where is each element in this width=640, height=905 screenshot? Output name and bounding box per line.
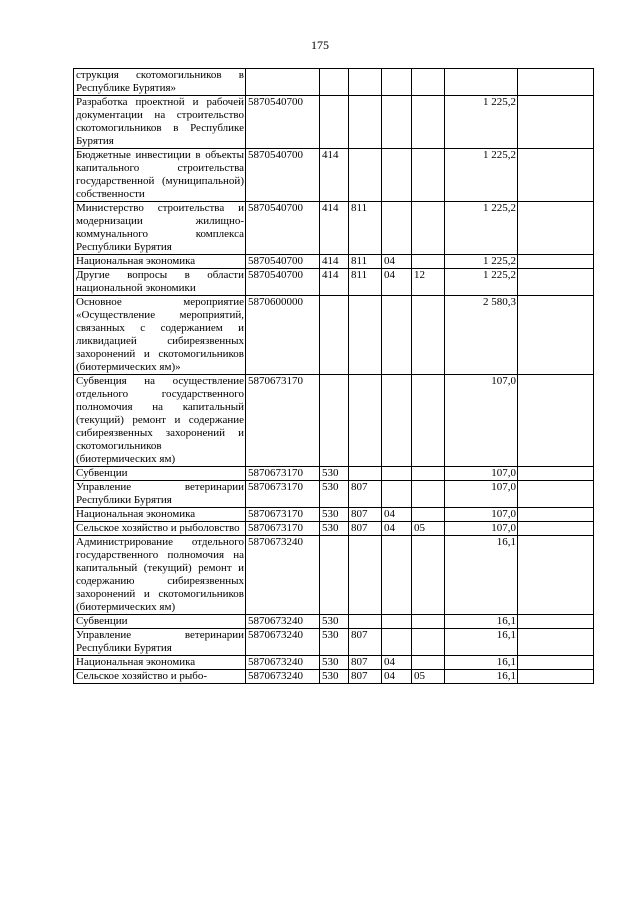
target-article-cell: 5870673240 [246,629,320,656]
amount-cell: 107,0 [445,375,518,467]
budget-table-body [74,69,594,684]
ministry-code-cell [349,467,382,481]
target-article-cell: 5870540700 [246,255,320,269]
amount-cell: 107,0 [445,467,518,481]
extra-cell [518,255,594,269]
subsection-cell [412,467,445,481]
subsection-cell [412,481,445,508]
item-name-cell: Субвенции [74,467,246,481]
expense-type-cell: 530 [320,656,349,670]
subsection-cell [412,202,445,255]
target-article-cell: 5870673240 [246,536,320,615]
section-cell [382,481,412,508]
expense-type-cell: 414 [320,202,349,255]
table-row [74,202,594,255]
item-name-cell: Министерство строительства и модернизации жилищно-коммунального комплекса Республики Бурятия [74,202,246,255]
item-name-cell: Национальная экономика [74,656,246,670]
target-article-cell: 5870673240 [246,656,320,670]
expense-type-cell: 530 [320,522,349,536]
subsection-cell: 05 [412,522,445,536]
subsection-cell [412,508,445,522]
table-row [74,69,594,96]
item-name-cell: Разработка проектной и рабочей документации на строительство скотомогильников в Республике Бурятия [74,96,246,149]
expense-type-cell: 414 [320,255,349,269]
amount-cell: 16,1 [445,536,518,615]
ministry-code-cell [349,96,382,149]
table-row [74,670,594,684]
target-article-cell: 5870540700 [246,149,320,202]
section-cell [382,149,412,202]
budget-table [73,68,594,684]
ministry-code-cell [349,615,382,629]
amount-cell: 107,0 [445,508,518,522]
ministry-code-cell [349,69,382,96]
section-cell [382,615,412,629]
section-cell: 04 [382,522,412,536]
subsection-cell [412,615,445,629]
item-name-cell: Сельское хозяйство и рыболовство [74,522,246,536]
table-row [74,255,594,269]
amount-cell: 2 580,3 [445,296,518,375]
item-name-cell: Национальная экономика [74,255,246,269]
table-row [74,269,594,296]
extra-cell [518,481,594,508]
table-row [74,467,594,481]
extra-cell [518,149,594,202]
expense-type-cell: 530 [320,670,349,684]
expense-type-cell: 530 [320,508,349,522]
expense-type-cell [320,536,349,615]
ministry-code-cell [349,296,382,375]
amount-cell: 16,1 [445,629,518,656]
ministry-code-cell: 811 [349,255,382,269]
item-name-cell: Другие вопросы в области национальной экономики [74,269,246,296]
ministry-code-cell: 807 [349,481,382,508]
ministry-code-cell: 807 [349,508,382,522]
table-row [74,96,594,149]
expense-type-cell [320,96,349,149]
amount-cell: 107,0 [445,481,518,508]
extra-cell [518,375,594,467]
amount-cell: 16,1 [445,670,518,684]
target-article-cell: 5870673170 [246,481,320,508]
table-row [74,536,594,615]
extra-cell [518,670,594,684]
subsection-cell [412,96,445,149]
target-article-cell [246,69,320,96]
amount-cell: 1 225,2 [445,96,518,149]
table-row [74,615,594,629]
amount-cell: 1 225,2 [445,202,518,255]
extra-cell [518,522,594,536]
amount-cell: 107,0 [445,522,518,536]
expense-type-cell: 414 [320,269,349,296]
amount-cell [445,69,518,96]
section-cell [382,202,412,255]
amount-cell: 16,1 [445,615,518,629]
target-article-cell: 5870673240 [246,615,320,629]
target-article-cell: 5870540700 [246,96,320,149]
expense-type-cell [320,375,349,467]
subsection-cell [412,69,445,96]
item-name-cell: Управление ветеринарии Республики Бурятия [74,629,246,656]
item-name-cell: Субвенции [74,615,246,629]
section-cell [382,96,412,149]
target-article-cell: 5870673170 [246,467,320,481]
expense-type-cell [320,296,349,375]
section-cell: 04 [382,670,412,684]
target-article-cell: 5870673170 [246,522,320,536]
item-name-cell: струкция скотомогильников в Республике Бурятия» [74,69,246,96]
item-name-cell: Сельское хозяйство и рыбо- [74,670,246,684]
target-article-cell: 5870673240 [246,670,320,684]
item-name-cell: Национальная экономика [74,508,246,522]
amount-cell: 1 225,2 [445,149,518,202]
extra-cell [518,615,594,629]
ministry-code-cell [349,536,382,615]
target-article-cell: 5870540700 [246,269,320,296]
expense-type-cell: 530 [320,629,349,656]
table-row [74,656,594,670]
amount-cell: 1 225,2 [445,269,518,296]
section-cell [382,69,412,96]
ministry-code-cell [349,149,382,202]
item-name-cell: Управление ветеринарии Республики Бурятия [74,481,246,508]
section-cell [382,629,412,656]
expense-type-cell [320,69,349,96]
table-row [74,629,594,656]
page-number: 175 [311,38,329,52]
subsection-cell [412,149,445,202]
expense-type-cell: 530 [320,467,349,481]
target-article-cell: 5870600000 [246,296,320,375]
extra-cell [518,536,594,615]
subsection-cell: 05 [412,670,445,684]
target-article-cell: 5870673170 [246,375,320,467]
section-cell: 04 [382,508,412,522]
subsection-cell [412,536,445,615]
table-row [74,508,594,522]
ministry-code-cell: 807 [349,656,382,670]
section-cell [382,375,412,467]
section-cell [382,536,412,615]
extra-cell [518,629,594,656]
ministry-code-cell: 807 [349,629,382,656]
extra-cell [518,508,594,522]
section-cell: 04 [382,656,412,670]
extra-cell [518,269,594,296]
target-article-cell: 5870540700 [246,202,320,255]
section-cell: 04 [382,255,412,269]
subsection-cell [412,375,445,467]
section-cell: 04 [382,269,412,296]
ministry-code-cell: 807 [349,522,382,536]
expense-type-cell: 530 [320,615,349,629]
ministry-code-cell: 807 [349,670,382,684]
subsection-cell [412,255,445,269]
target-article-cell: 5870673170 [246,508,320,522]
extra-cell [518,296,594,375]
subsection-cell [412,656,445,670]
item-name-cell: Субвенция на осуществление отдельного государственного полномочия на капитальный (текущий) ремонт и содержание сибиреязвенных захоронений и скотомогильников (биотермических ям) [74,375,246,467]
subsection-cell: 12 [412,269,445,296]
table-row [74,522,594,536]
extra-cell [518,96,594,149]
table-row [74,296,594,375]
item-name-cell: Бюджетные инвестиции в объекты капитального строительства государственной (муниципальной) собственности [74,149,246,202]
extra-cell [518,202,594,255]
extra-cell [518,467,594,481]
subsection-cell [412,296,445,375]
section-cell [382,296,412,375]
item-name-cell: Основное мероприятие «Осуществление мероприятий, связанных с содержанием и ликвидацией сибиреязвенных захоронений и скотомогильников (биотермических ям)» [74,296,246,375]
extra-cell [518,69,594,96]
table-row [74,375,594,467]
item-name-cell: Администрирование отдельного государственного полномочия на капитальный (текущий) ремонт и содержанию сибиреязвенных захоронений и скотомогильников (биотермических ям) [74,536,246,615]
expense-type-cell: 414 [320,149,349,202]
table-row [74,481,594,508]
amount-cell: 16,1 [445,656,518,670]
section-cell [382,467,412,481]
amount-cell: 1 225,2 [445,255,518,269]
ministry-code-cell [349,375,382,467]
ministry-code-cell: 811 [349,269,382,296]
table-row [74,149,594,202]
extra-cell [518,656,594,670]
expense-type-cell: 530 [320,481,349,508]
ministry-code-cell: 811 [349,202,382,255]
subsection-cell [412,629,445,656]
